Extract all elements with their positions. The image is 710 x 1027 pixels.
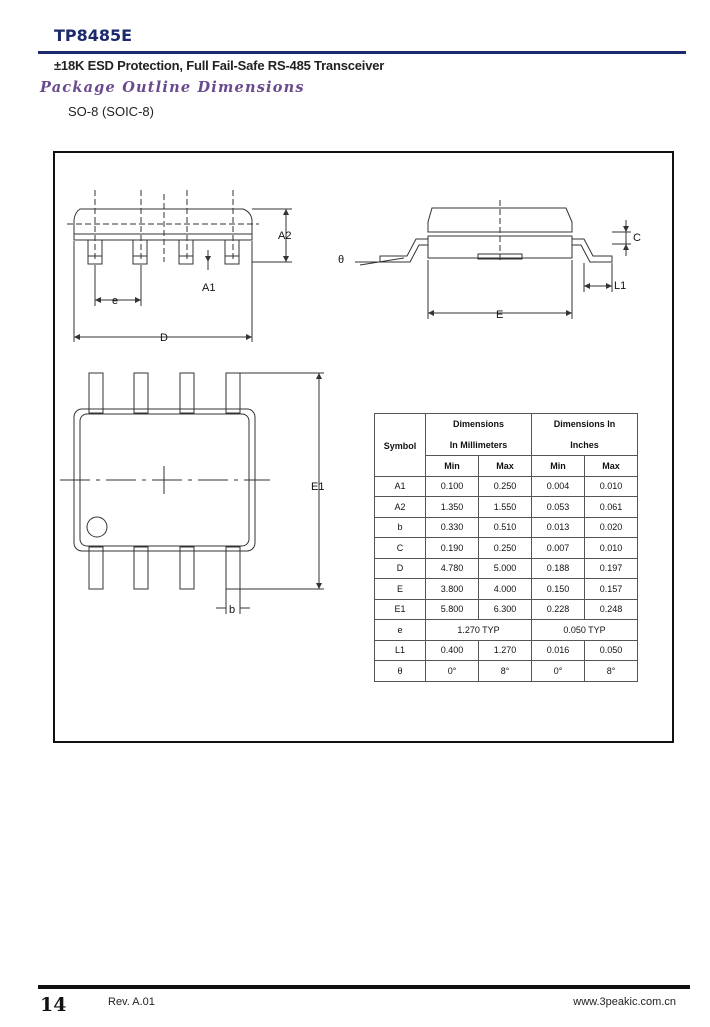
header-mm-min: Min: [426, 456, 479, 477]
label-e-cap: E: [496, 309, 504, 321]
cell-in-min: 0.007: [532, 538, 585, 559]
cell-mm-min: 0.330: [426, 517, 479, 538]
table-row: [375, 497, 638, 518]
table-row: [375, 640, 638, 661]
header-in-line1: Dimensions In: [532, 414, 638, 435]
cell-symbol: b: [375, 517, 426, 538]
cell-in-min: 0.150: [532, 579, 585, 600]
cell-in-max: 0.248: [585, 599, 638, 620]
cell-in-max: 0.010: [585, 538, 638, 559]
cell-mm-min: 0.190: [426, 538, 479, 559]
cell-mm-min: 5.800: [426, 599, 479, 620]
cell-mm-max: 5.000: [479, 558, 532, 579]
cell-in-max: 0.010: [585, 476, 638, 497]
label-a1: A1: [202, 282, 216, 294]
cell-in-max: 0.157: [585, 579, 638, 600]
top-view: [60, 373, 324, 614]
cell-mm-max: 1.270: [479, 640, 532, 661]
cell-in-min: 0.053: [532, 497, 585, 518]
part-number: TP8485E: [54, 26, 133, 45]
label-c: C: [633, 232, 641, 244]
header-in-max: Max: [585, 456, 638, 477]
table-row: [375, 538, 638, 559]
label-d: D: [160, 332, 168, 344]
header-symbol-blank: [375, 456, 426, 477]
cell-symbol: D: [375, 558, 426, 579]
label-e1: E1: [311, 481, 325, 493]
cell-mm-min: 0°: [426, 661, 479, 682]
cell-symbol: E: [375, 579, 426, 600]
table-row: [375, 599, 638, 620]
dimensions-table: [374, 413, 638, 682]
page-number: 14: [40, 994, 67, 1016]
website-link[interactable]: www.3peakic.com.cn: [573, 996, 676, 1008]
cell-mm-min: 4.780: [426, 558, 479, 579]
cell-in-min: 0.004: [532, 476, 585, 497]
end-view: [355, 200, 631, 319]
header-in-line2: Inches: [532, 435, 638, 456]
cell-in-min: 0.188: [532, 558, 585, 579]
cell-mm-min: 0.100: [426, 476, 479, 497]
cell-mm-max: 8°: [479, 661, 532, 682]
cell-mm-min: 3.800: [426, 579, 479, 600]
cell-in-typ: 0.050 TYP: [532, 620, 638, 641]
cell-in-max: 0.020: [585, 517, 638, 538]
label-theta: θ: [338, 254, 345, 266]
header-symbol: Symbol: [375, 414, 426, 456]
side-view: [67, 190, 292, 342]
cell-symbol: A1: [375, 476, 426, 497]
cell-in-max: 0.050: [585, 640, 638, 661]
footer-rule: [38, 985, 690, 989]
package-name: SO-8 (SOIC-8): [68, 104, 154, 119]
table-row: [375, 558, 638, 579]
cell-symbol: C: [375, 538, 426, 559]
cell-in-min: 0°: [532, 661, 585, 682]
cell-mm-typ: 1.270 TYP: [426, 620, 532, 641]
table-row: [375, 661, 638, 682]
cell-mm-min: 1.350: [426, 497, 479, 518]
document-subtitle: ±18K ESD Protection, Full Fail-Safe RS-485 Transceiver: [54, 58, 385, 73]
label-b: b: [229, 604, 236, 616]
label-l1: L1: [614, 280, 627, 292]
cell-symbol: E1: [375, 599, 426, 620]
header-mm-line1: Dimensions: [426, 414, 532, 435]
cell-in-min: 0.016: [532, 640, 585, 661]
cell-in-max: 0.061: [585, 497, 638, 518]
cell-in-max: 0.197: [585, 558, 638, 579]
cell-symbol: L1: [375, 640, 426, 661]
cell-mm-max: 1.550: [479, 497, 532, 518]
section-title: Package Outline Dimensions: [40, 79, 305, 96]
cell-mm-max: 0.250: [479, 538, 532, 559]
cell-mm-max: 6.300: [479, 599, 532, 620]
table-row: [375, 620, 638, 641]
cell-mm-min: 0.400: [426, 640, 479, 661]
cell-mm-max: 0.250: [479, 476, 532, 497]
cell-symbol: θ: [375, 661, 426, 682]
table-row: [375, 517, 638, 538]
cell-symbol: A2: [375, 497, 426, 518]
header-mm-line2: In Millimeters: [426, 435, 532, 456]
cell-mm-max: 0.510: [479, 517, 532, 538]
header-in-min: Min: [532, 456, 585, 477]
cell-symbol: e: [375, 620, 426, 641]
cell-in-min: 0.013: [532, 517, 585, 538]
label-a2: A2: [278, 230, 292, 242]
header-mm-max: Max: [479, 456, 532, 477]
table-row: [375, 476, 638, 497]
label-e: e: [112, 295, 119, 307]
cell-in-max: 8°: [585, 661, 638, 682]
revision: Rev. A.01: [108, 996, 155, 1008]
cell-in-min: 0.228: [532, 599, 585, 620]
table-row: [375, 579, 638, 600]
cell-mm-max: 4.000: [479, 579, 532, 600]
